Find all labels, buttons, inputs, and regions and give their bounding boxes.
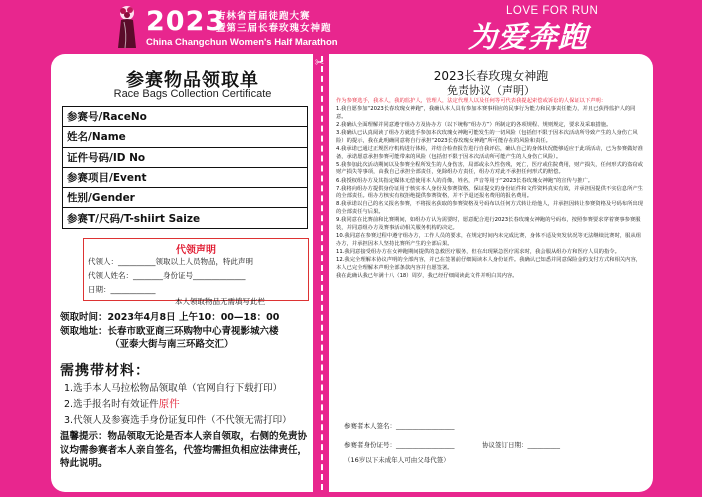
proxy-date-line[interactable]: 日期：____________ [88,285,156,294]
proxy-note: 本人领取物品无需填写此栏 [175,297,265,306]
certificate-title: 参赛物品领取单 [126,70,259,91]
waiver-event-title: 2023长春玫瑰女神跑 [433,69,549,83]
waiver-clause-11: 11.我同意接受组办方在女神跑期间提供的急救医疗服务，但在出现紧急医疗需求时，我会服从组办方和医疗人员的指令。 [336,248,620,255]
participant-signature-line[interactable]: 参赛者本人签名：__________________ [344,422,455,430]
material-item-1: 1.选手本人马拉松物品领取单（官网自行下载打印） [64,383,283,394]
rose-goddess-logo-icon [112,4,142,50]
event-name-zh-line1: 吉林省首届徒跑大赛 [216,11,311,22]
participant-id-line[interactable]: 参赛者身份证号：__________________ [344,441,455,449]
waiver-clause-5: 5.我参加此次活动期间以及参赛全程所发生的人身伤害，局部或永久性伤残，死亡，医疗或住院费用，财产损失，任何形式的盗窃或财产损失等事项，由我自己承担全部责任，免除组办方责任，组办方对此不承担任何形式的赔偿。 [336,161,643,176]
scissors-icon: ✂ [315,56,325,69]
field-id-no[interactable]: 证件号码/ID No [63,147,308,167]
certificate-subtitle: Race Bags Collection Certificate [113,88,272,100]
agreement-date-line[interactable]: 协议签订日期：__________ [482,441,560,449]
table-row [63,208,308,228]
waiver-clause-7: 7.我将向组办方提供身份证用于核实本人身份及参赛资格，保证提交的身份证件和文件资料真实有效，并承担因提供不实信息所产生的全部责任。组办方核实有权拒绝提供参赛资格，并不予退还报名费用的报名费用。 [336,185,643,200]
table-row [63,167,308,187]
pickup-address: 领取地址：长春市欧亚商三环购物中心青视影城六楼 [60,326,279,337]
minor-signature-note: （16岁以下未成年人可由父母代签） [344,456,450,464]
slogan-en: LOVE FOR RUN [506,5,599,17]
waiver-clause-10: 10.我同意在参赛过程中遵守组办方，工作人员的要求，在规定时间内未完成比赛，身体不适及突发状况等无法继续比赛时，服从组办方，并承担因本人坚持比赛所产生的全部后果。 [336,233,642,247]
header-banner [0,0,702,56]
waiver-clause-12: 12.我完全理解本协议声明的全部内容，并已在签署前仔细阅读本人身份证件。我确认已知悉并同意保险金的支付方式和相关内容，本人已完全理解本声明全部条款内容并自愿签署。 [336,257,642,271]
field-event[interactable]: 参赛项目/Event [63,167,308,187]
slogan-zh: 为爱奔跑 [468,20,589,54]
field-name[interactable]: 姓名/Name [63,127,308,147]
waiver-body [336,98,645,281]
waiver-clause-9: 9.我同意在比赛前和比赛期间，如组办方认为需要时，愿意配合进行2023长春玫瑰女神跑的号码布，按照参赛要求穿着赛事参赛服装，并同意组办方及赛事活动相关服务机构的决定。 [336,217,641,231]
waiver-clause-4: 4.我承诺已通过正规医疗机构进行体检，并结合检查报告进行自我评估，确认自己的身体状况能够适应于此项活动，已为参赛做好准备，承诺愿意承担参赛可能带来的风险（包括但不限于因本次活动所可能产生的人身伤亡风险）。 [336,145,643,160]
table-row [63,188,308,208]
field-race-no[interactable]: 参赛号/RaceNo [63,107,308,127]
waiver-clause-3: 3.我确认已认真阅读了组办方就选手参加本次玫瑰女神跑可能发生的一切风险（包括但不限于因本次活动所导致产生的人身伤亡风险）的提示，我在此明确同意将自行承担“2023长春玫瑰女神跑”所可能存在的风险和责任。 [336,130,638,144]
waiver-clause-1: 1.我自愿参加“2023长春玫瑰女神跑”，我确认本人具有参加本赛事相应的民事行为能力和民事责任能力，并且已获得监护人的同意。 [336,106,636,120]
field-gender[interactable]: 性别/Gender [63,188,308,208]
material-item-3: 3.代领人及参赛选手身份证复印件（不代领无需打印） [64,415,292,426]
field-tshirt-size[interactable]: 参赛T/尺码/T-shiirt Saize [67,212,201,225]
proxy-declaration-line1[interactable]: 代领人：__________领取以上人员物品，特此声明 [88,257,253,266]
waiver-closing: 我在此确认我已年满十八（18）周岁，我已经仔细阅读此文件并明白其内容。 [336,272,518,279]
material-item-2 [64,396,180,411]
waiver-title: 免责协议（声明） [447,84,535,97]
waiver-clause-6: 6.我授权组办方及其指定媒体无偿使用本人的肖像，姓名，声音等用于“2023长春玫瑰女神跑”的宣传与推广。 [336,177,594,184]
waiver-clause-8: 8.我承诺以自己的名义报名参赛，不将报名获取的参赛资格及号码布以任何方式转让给他人，并承担因转让参赛资格及号码布所出现的全部责任与后果。 [336,201,643,216]
participant-info-table [62,106,308,229]
waiver-intro: 作为参赛选手，我本人，我的监护人，管理人，法定代理人以及任何等可代表我提起索偿或诉讼的人保证以下声明： [336,98,607,104]
original-document-highlight: 原件 [158,398,180,410]
material-item-2-text: 2.选手报名时有效证件 [64,399,159,410]
proxy-declaration-title: 代领声明 [176,245,216,256]
cut-line-divider [321,56,323,490]
proxy-name-id-line[interactable]: 代领人姓名：________身份证号______________ [88,271,246,280]
table-row [63,127,308,147]
waiver-clause-2: 2.我确认全面理解并同意遵守组办方及协办方（以下统称“组办方”）所制定的各项规程、规则规定，要求及采取措施。 [336,121,612,128]
pickup-time: 领取时间：2023年4月8日 上午10：00—18：00 [60,312,280,323]
materials-title: 需携带材料： [60,363,150,379]
event-name-en: China Changchun Women's Half Marathon [146,37,338,48]
event-name-zh-line2: 暨第三届长春玫瑰女神跑 [216,23,332,34]
pickup-address-detail: （亚泰大街与南三环路交汇） [110,339,234,350]
table-row [63,107,308,127]
table-row [63,147,308,167]
warm-tip: 温馨提示：物品领取无论是否本人亲自领取，右侧的免责协议均需参赛者本人亲自签名，代签均需担负相应法律责任，特此说明。 [60,431,308,469]
event-year: 2023 [146,6,226,37]
